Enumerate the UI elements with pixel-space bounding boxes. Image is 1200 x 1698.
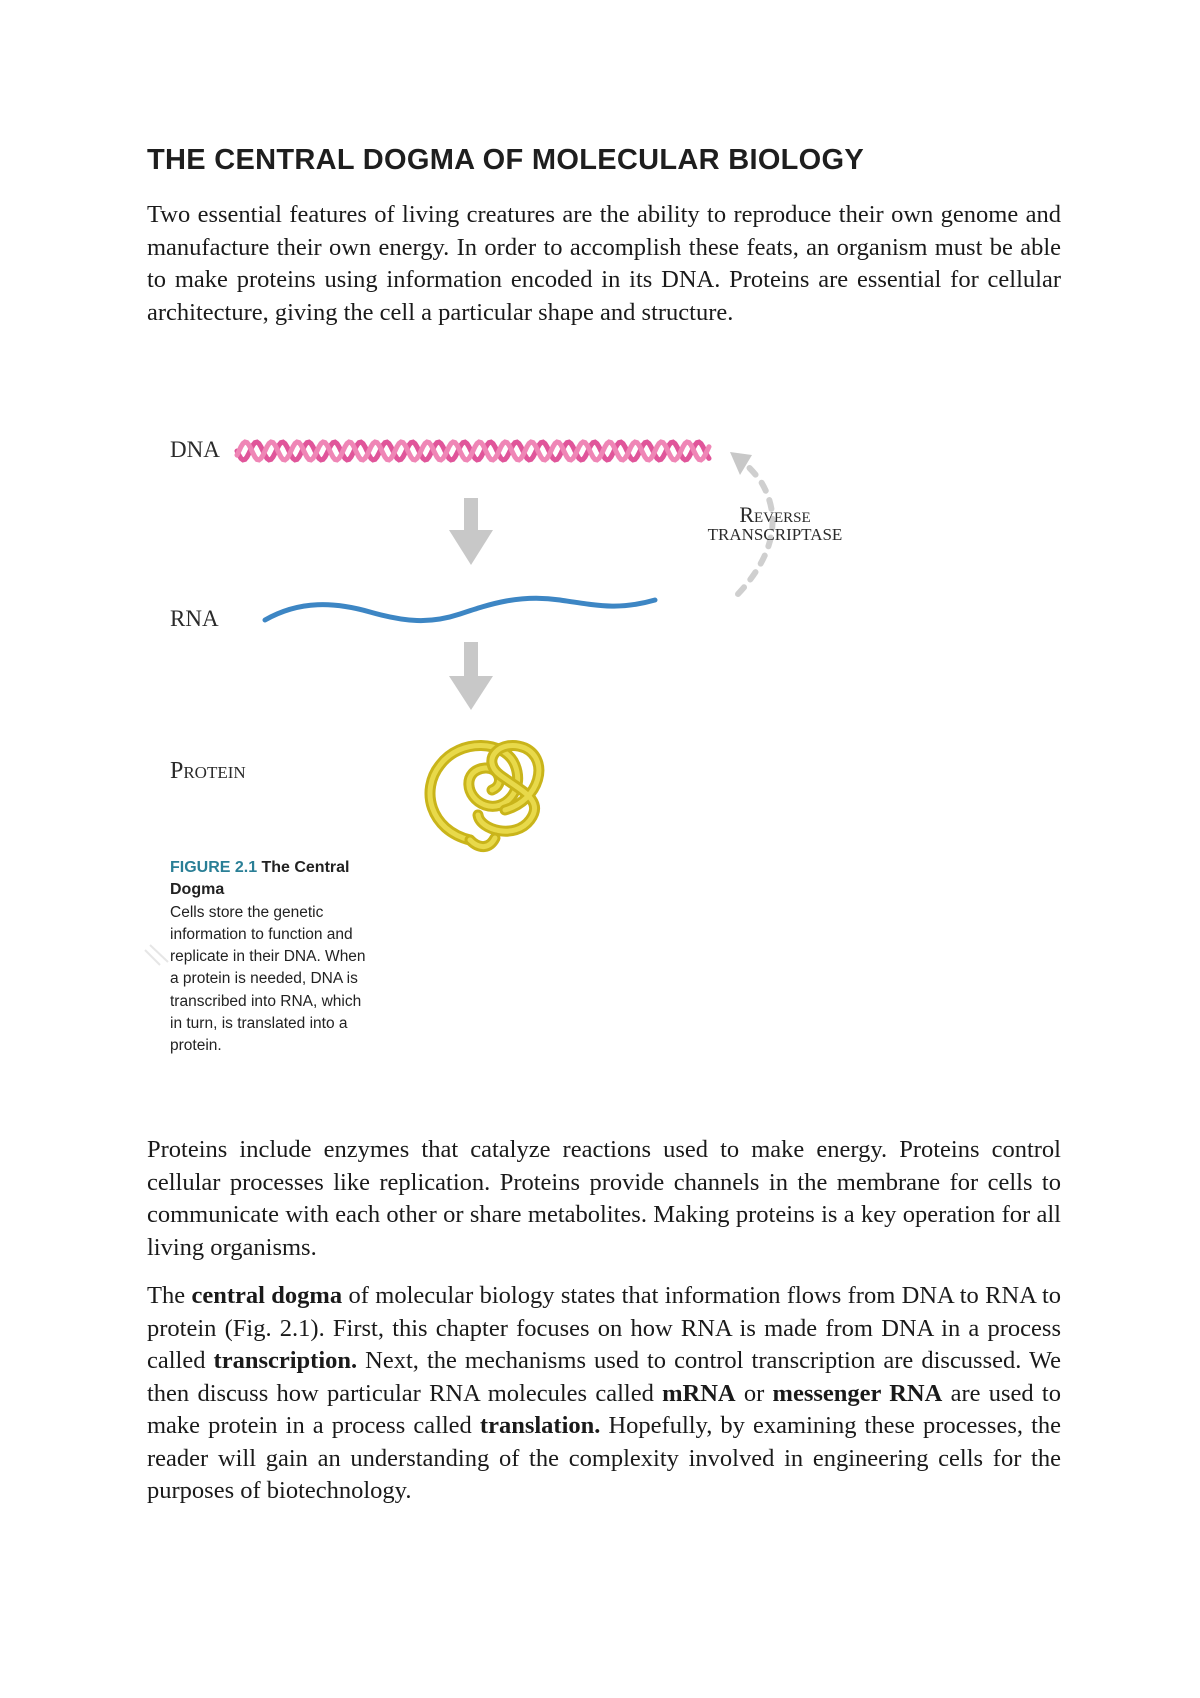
rna-strand [265, 598, 655, 620]
reverse-label-line1: Reverse [739, 502, 811, 527]
transcription-arrow [449, 498, 493, 565]
reverse-transcriptase-arrow [730, 452, 773, 594]
text-run: or [735, 1379, 773, 1407]
text-run: Hopefully, by examining these processes, the reader will gain an understanding of the complexity involved in engineering cells for the purposes of biotechnology. [147, 1412, 1061, 1504]
rna-label: RNA [170, 606, 219, 631]
term-translation: translation. [479, 1412, 601, 1439]
intro-paragraph: Two essential features of living creatures are the ability to reproduce their own genome and manufacture their own energy. In order to accomplish these feats, an organism must be able to make proteins using information encoded in its DNA. Proteins are essential for cellular architecture, giving the cell a particular shape and structure. [147, 201, 1061, 326]
dna-label: DNA [170, 437, 220, 462]
term-transcription: transcription. [213, 1347, 358, 1374]
dna-helix [237, 442, 709, 460]
dna-strand-b [237, 442, 709, 460]
text-run: of molecular biology states that information flows from DNA to RNA to protein (Fig. 2.1). First, this chapter focuses on how RNA is made from DNA in a process called [147, 1282, 1061, 1374]
term-messenger-rna: messenger RNA [772, 1379, 943, 1407]
text-run: The [147, 1282, 192, 1309]
term-mrna: mRNA [662, 1379, 736, 1407]
protein-coil [430, 745, 539, 846]
protein-label: Protein [170, 758, 246, 784]
figure-number: FIGURE 2.1 [170, 859, 258, 876]
term-central-dogma: central dogma [191, 1282, 343, 1309]
figure-caption-body: Cells store the genetic information to function and replicate in their DNA. When a protein is needed, DNA is transcribed into RNA, which in turn, is translated into a protein. [170, 903, 366, 1055]
central-dogma-paragraph [147, 1280, 1061, 1508]
figure-caption [170, 857, 370, 1058]
text-run: are used to make protein in a process called [147, 1379, 1061, 1439]
proteins-paragraph: Proteins include enzymes that catalyze reactions used to make energy. Proteins control cellular processes like replication. Proteins provide channels in the membrane for cells to communicate with each other or share metabolites. Making proteins is a key operation for all living organisms. [147, 1136, 1061, 1261]
section-heading: THE CENTRAL DOGMA OF MOLECULAR BIOLOGY [147, 144, 865, 176]
reverse-transcriptase-label [690, 502, 860, 545]
text-run: Next, the mechanisms used to control transcription are discussed. We then discuss how particular RNA molecules called [147, 1347, 1061, 1407]
reverse-label-line2: TRANSCRIPTASE [707, 525, 843, 544]
translation-arrow [449, 642, 493, 710]
figure-title: The Central Dogma [170, 859, 350, 899]
dna-strand-a [237, 442, 709, 460]
scan-mark [145, 945, 168, 965]
